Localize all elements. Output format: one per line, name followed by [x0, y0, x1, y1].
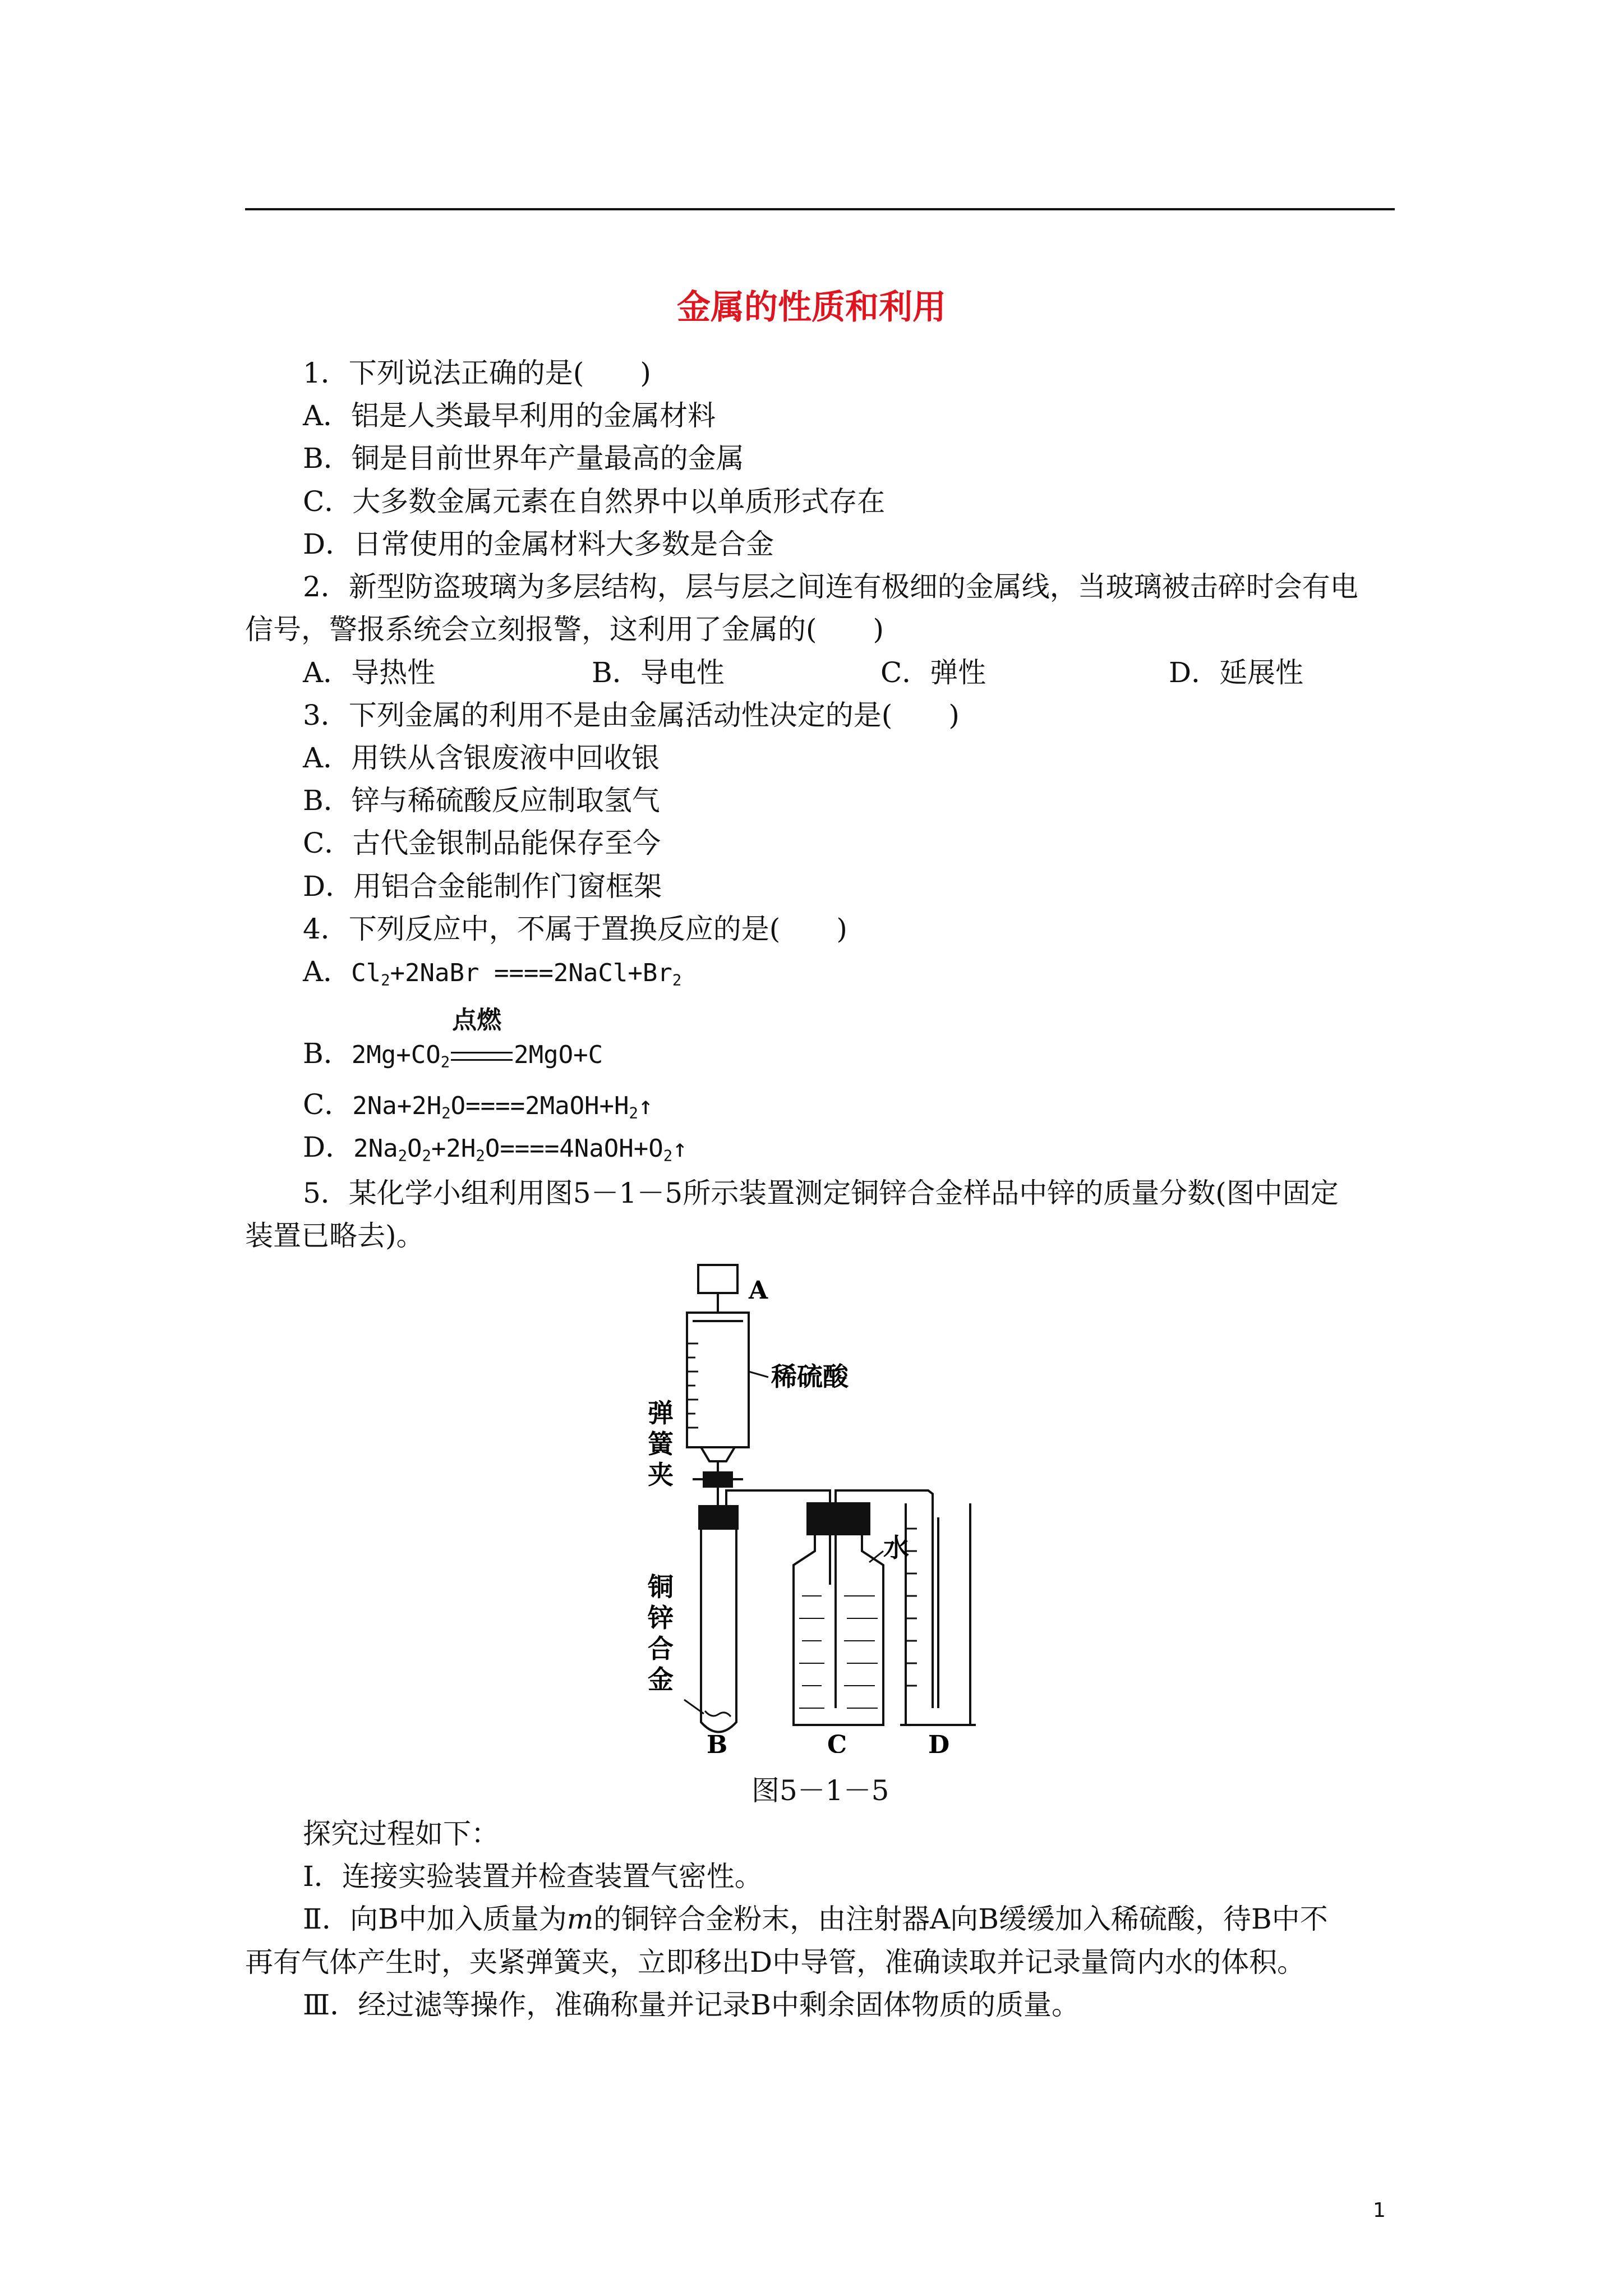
q4-option-c	[303, 1087, 653, 1132]
q4-option-d-equation: $2Na_2O_2+2H_2O====4NaOH+O_2↑$	[353, 1134, 688, 1165]
process-step-2-line2: 再有气体产生时，夹紧弹簧夹，立即移出D中导管，准确读取并记录量筒内水的体积。	[245, 1946, 1306, 1978]
q2-option-b: B．导电性	[592, 656, 725, 689]
label-d: D	[928, 1731, 950, 1753]
q1-option-a: A．铝是人类最早利用的金属材料	[303, 399, 716, 432]
gas-arrow-icon: ↑	[672, 1134, 688, 1163]
q4-option-b-label: B．	[303, 1037, 352, 1070]
process-intro: 探究过程如下：	[303, 1818, 499, 1850]
label-alloy-4: 金	[648, 1664, 674, 1695]
q2-option-a: A．导热性	[303, 656, 436, 689]
q4-option-c-label: C．	[303, 1088, 353, 1121]
q4-option-a-equation: $Cl_2+2NaBr$ $====2NaCl+Br_2$	[351, 959, 682, 990]
page-number: 1	[1373, 2199, 1386, 2222]
q1-option-c: C．大多数金属元素在自然界中以单质形式存在	[303, 485, 886, 518]
page-title: 金属的性质和利用	[677, 288, 946, 327]
q2-option-c: C．弹性	[880, 656, 986, 689]
q4-option-b-equation: $2Mg+CO_2$ 点燃 2MgO+C	[352, 1041, 603, 1069]
label-clip-3: 夹	[648, 1460, 674, 1490]
label-a: A	[749, 1276, 768, 1305]
process-step-2-line1: Ⅱ．向B中加入质量为m的铜锌合金粉末，由注射器A向B缓缓加入稀硫酸，待B中不	[303, 1903, 1328, 1935]
q5-stem-line2: 装置已略去)。	[245, 1220, 425, 1252]
q3-option-a: A．用铁从含银废液中回收银	[303, 742, 660, 774]
q4-option-c-equation: $2Na+2H_2O====2MaOH+H_2↑$	[352, 1092, 653, 1122]
q4-option-d	[303, 1129, 688, 1175]
q2-option-d: D．延展性	[1169, 656, 1304, 689]
q3-option-b: B．锌与稀硫酸反应制取氢气	[303, 784, 660, 817]
mass-variable: m	[566, 1903, 594, 1935]
figure-caption: 图5－1－5	[751, 1774, 889, 1807]
q2-stem-line1: 2．新型防盗玻璃为多层结构，层与层之间连有极细的金属线，当玻璃被击碎时会有电	[303, 570, 1358, 603]
q3-option-c: C．古代金银制品能保存至今	[303, 827, 661, 859]
q1-option-d: D．日常使用的金属材料大多数是合金	[303, 528, 774, 560]
header-rule	[245, 208, 1395, 210]
label-alloy-2: 锌	[648, 1603, 674, 1633]
label-b: B	[707, 1731, 728, 1753]
q4-option-d-label: D．	[303, 1131, 354, 1163]
q4-stem: 4．下列反应中，不属于置换反应的是( )	[303, 913, 847, 945]
process-step-3: Ⅲ．经过滤等操作，准确称量并记录B中剩余固体物质的质量。	[303, 1989, 1080, 2021]
q2-stem-line2: 信号，警报系统会立刻报警，这利用了金属的( )	[245, 613, 884, 646]
label-alloy-3: 合	[648, 1634, 674, 1664]
q4-option-a-label: A．	[303, 955, 352, 988]
label-alloy-1: 铜	[648, 1572, 674, 1602]
process-step-1: Ⅰ．连接实验装置并检查装置气密性。	[303, 1860, 763, 1893]
q5-stem-line1: 5．某化学小组利用图5－1－5所示装置测定铜锌合金样品中锌的质量分数(图中固定	[303, 1177, 1339, 1209]
apparatus-diagram	[637, 1259, 990, 1753]
label-dilute-acid: 稀硫酸	[771, 1361, 849, 1392]
q1-stem: 1．下列说法正确的是( )	[303, 357, 651, 389]
label-clip-1: 弹	[648, 1398, 674, 1428]
reaction-condition: 点燃	[450, 1037, 514, 1073]
q4-option-b	[303, 1006, 603, 1081]
q4-option-a	[303, 954, 681, 999]
q3-option-d: D．用铝合金能制作门窗框架	[303, 870, 662, 903]
gas-arrow-icon: ↑	[638, 1092, 653, 1120]
label-water: 水	[883, 1533, 909, 1563]
label-c: C	[827, 1731, 847, 1753]
label-clip-2: 簧	[648, 1429, 674, 1459]
q1-option-b: B．铜是目前世界年产量最高的金属	[303, 442, 744, 475]
q3-stem: 3．下列金属的利用不是由金属活动性决定的是( )	[303, 699, 960, 731]
